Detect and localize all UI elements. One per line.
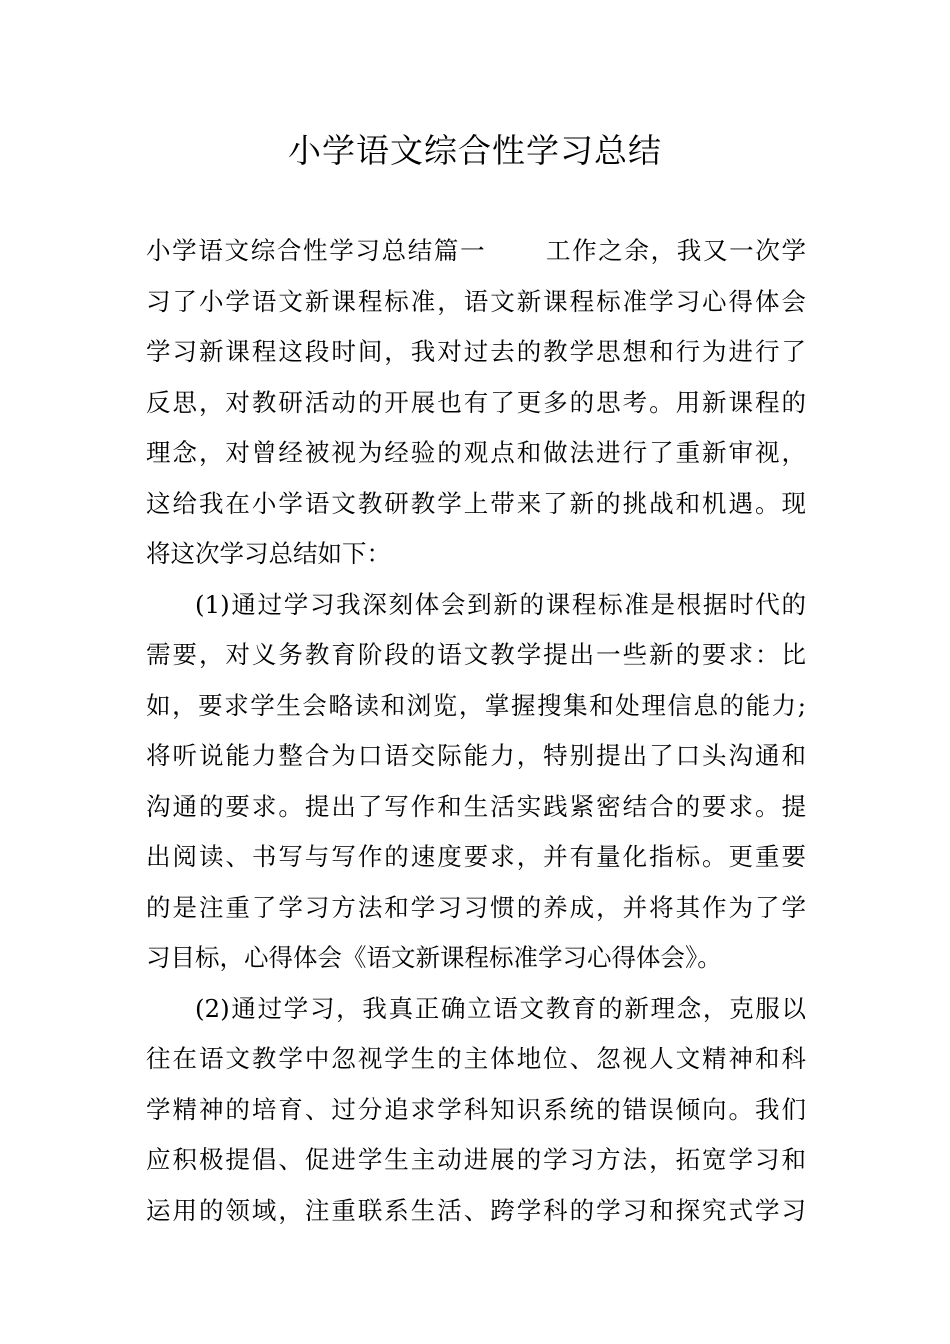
text-line: 将听说能力整合为口语交际能力，特别提出了口头沟通和 (146, 741, 806, 770)
text-line: 学习新课程这段时间，我对过去的教学思想和行为进行了 (146, 337, 806, 366)
text-line: 运用的领域，注重联系生活、跨学科的学习和探究式学习 (146, 1195, 806, 1225)
text-span: 工作之余，我又一次学 (544, 236, 807, 265)
paragraph-2 (146, 984, 806, 1237)
section-heading: 小学语文综合性学习总结篇一 (146, 236, 487, 265)
text-line: 往在语文教学中忽视学生的主体地位、忽视人文精神和科 (146, 1044, 806, 1073)
text-line: 这给我在小学语文教研教学上带来了新的挑战和机遇。现 (146, 488, 806, 518)
text-line: 应积极提倡、促进学生主动进展的学习方法，拓宽学习和 (146, 1145, 806, 1174)
text-line: 出阅读、书写与写作的速度要求，并有量化指标。更重要 (146, 842, 806, 871)
text-line: 反思，对教研活动的开展也有了更多的思考。用新课程的 (146, 387, 806, 417)
text-line: 如，要求学生会略读和浏览，掌握搜集和处理信息的能力; (146, 690, 806, 720)
text-line: 理念，对曾经被视为经验的观点和做法进行了重新审视， (146, 438, 806, 467)
paragraph-1 (146, 580, 806, 984)
text-line: 将这次学习总结如下： (146, 539, 391, 568)
text-line: 沟通的要求。提出了写作和生活实践紧密结合的要求。提 (146, 791, 806, 821)
text-line: 习了小学语文新课程标准，语文新课程标准学习心得体会 (146, 286, 806, 316)
paragraph-intro (146, 226, 806, 580)
text-line: (1)通过学习我深刻体会到新的课程标准是根据时代的 (195, 589, 806, 619)
document-title: 小学语文综合性学习总结 (288, 131, 662, 170)
text-line: (2)通过学习，我真正确立语文教育的新理念，克服以 (195, 993, 806, 1023)
text-line: 需要，对义务教育阶段的语文教学提出一些新的要求：比 (146, 640, 806, 669)
document-body (146, 226, 806, 1236)
text-line: 习目标，心得体会《语文新课程标准学习心得体会》。 (146, 943, 722, 972)
text-line: 学精神的培育、过分追求学科知识系统的错误倾向。我们 (146, 1094, 806, 1124)
text-line (146, 226, 806, 277)
text-line: 的是注重了学习方法和学习习惯的养成，并将其作为了学 (146, 892, 806, 922)
